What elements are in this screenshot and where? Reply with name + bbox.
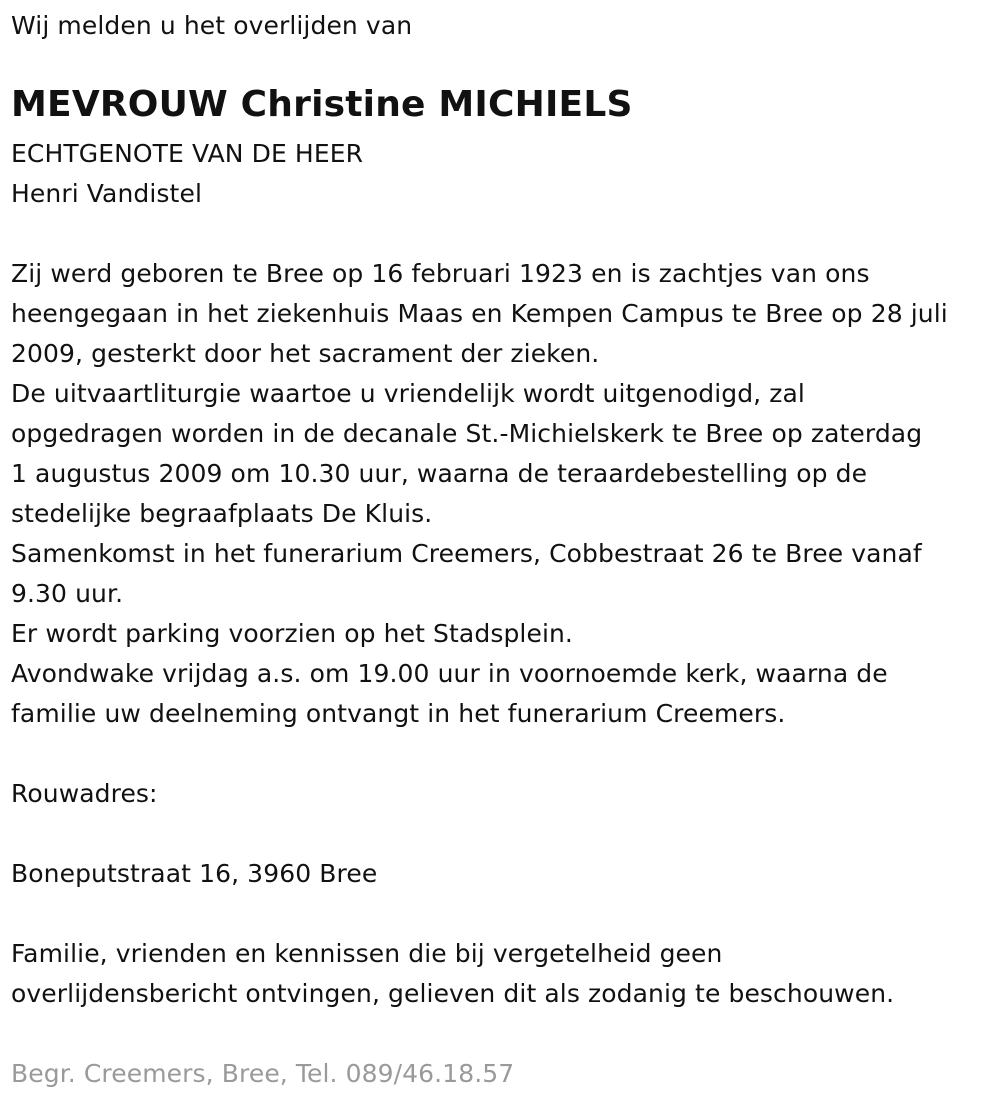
body-line: 2009, gesterkt door het sacrament der zieken. — [11, 339, 600, 368]
address-label: Rouwadres: — [11, 779, 158, 808]
body-line: Er wordt parking voorzien op het Stadsplein. — [11, 619, 573, 648]
mourning-address: Boneputstraat 16, 3960 Bree — [11, 859, 378, 888]
body-line: 1 augustus 2009 om 10.30 uur, waarna de teraardebestelling op de — [11, 459, 868, 488]
spouse-block — [11, 134, 363, 214]
body-line: Samenkomst in het funerarium Creemers, Cobbestraat 26 te Bree vanaf — [11, 539, 922, 568]
deceased-name: MEVROUW Christine MICHIELS — [11, 84, 633, 125]
body-line: De uitvaartliturgie waartoe u vriendelijk wordt uitgenodigd, zal — [11, 379, 805, 408]
body-line: Avondwake vrijdag a.s. om 19.00 uur in voornoemde kerk, waarna de — [11, 659, 888, 688]
closing-note — [11, 934, 894, 1014]
body-line: Zij werd geboren te Bree op 16 februari 1923 en is zachtjes van ons — [11, 259, 870, 288]
spouse-label: ECHTGENOTE VAN DE HEER — [11, 139, 364, 168]
body-line: heengegaan in het ziekenhuis Maas en Kempen Campus te Bree op 28 juli — [11, 299, 948, 328]
intro-text: Wij melden u het overlijden van — [11, 11, 413, 40]
closing-line: Familie, vrienden en kennissen die bij vergetelheid geen — [11, 939, 723, 968]
closing-line: overlijdensbericht ontvingen, gelieven dit als zodanig te beschouwen. — [11, 979, 895, 1008]
spouse-name: Henri Vandistel — [11, 179, 202, 208]
funeral-home-footer: Begr. Creemers, Bree, Tel. 089/46.18.57 — [11, 1059, 515, 1088]
body-line: 9.30 uur. — [11, 579, 124, 608]
body-line: opgedragen worden in de decanale St.-Michielskerk te Bree op zaterdag — [11, 419, 923, 448]
notice-body — [11, 254, 948, 734]
body-line: familie uw deelneming ontvangt in het funerarium Creemers. — [11, 699, 786, 728]
body-line: stedelijke begraafplaats De Kluis. — [11, 499, 433, 528]
